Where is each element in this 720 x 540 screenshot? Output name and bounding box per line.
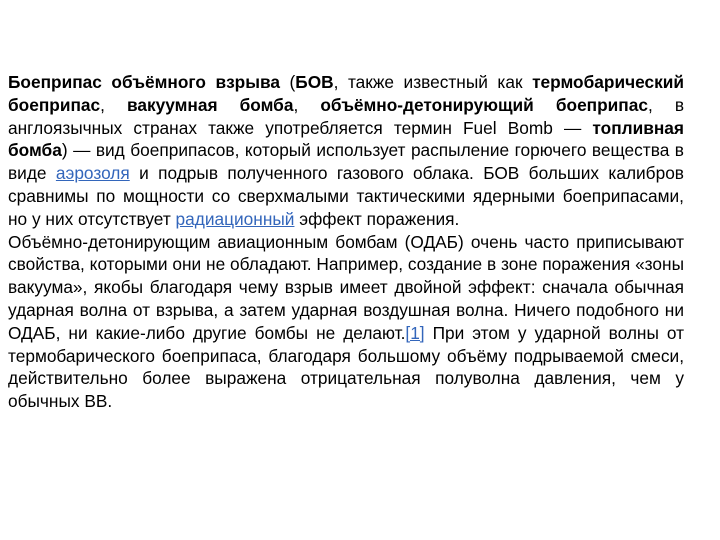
- text-fragment: ) — вид боеприпасов, который использует распыление горючего вещества в виде: [8, 140, 684, 184]
- text-fragment: и подрыв полученного газового облака. БОВ больших калибров сравнимы по мощности со сверхмалыми тактическими: [8, 163, 684, 206]
- paragraph-definition: [8, 71, 684, 231]
- text-fragment: ,: [100, 94, 127, 115]
- text-fragment: ядерными боеприпасами, но у них отсутствует: [8, 185, 684, 229]
- link-radiation[interactable]: радиационный: [175, 208, 295, 229]
- link-aerosol[interactable]: аэрозоля: [55, 163, 130, 184]
- term-fuel-bomb: топливная бомба: [8, 117, 684, 161]
- text-fragment: (: [279, 72, 296, 92]
- term-bov-full: Боеприпас объёмного взрыва: [8, 72, 280, 92]
- term-vacuum-bomb: вакуумная бомба: [126, 94, 294, 115]
- text-fragment: При этом у ударной волны от термобарического боеприпаса, благодаря большому объёму подрываемой смеси, действительно более выражена отрицательная полуволна давления, чем у обычных ВВ.: [8, 322, 684, 412]
- text-fragment: , также известный как: [333, 72, 533, 92]
- term-volume-detonating: объёмно-детонирующий боеприпас: [320, 94, 648, 115]
- term-thermobaric: термобарический боеприпас: [8, 72, 684, 115]
- paragraph-odab: [8, 231, 684, 413]
- text-fragment: , в англоязычных странах также употребляется термин Fuel Bomb —: [8, 94, 684, 138]
- text-fragment: эффект поражения.: [294, 208, 460, 229]
- text-fragment: Объёмно-детонирующим авиационным бомбам (ОДАБ) очень часто приписывают свойства, которыми они не обладают. Например, создание в зоне поражения «зоны вакуума», якобы благодаря чему взрыв имеет двойной эффект: сначала обычная ударная волна от взрыва, а затем ударная воздушная волна. Ничего подобного ни ОДАБ, ни какие-либо другие бомбы не делают.: [8, 231, 684, 343]
- term-bov: БОВ: [295, 72, 334, 92]
- text-fragment: ,: [293, 94, 321, 115]
- article-text: [8, 71, 684, 413]
- link-reference-1[interactable]: [1]: [405, 322, 425, 343]
